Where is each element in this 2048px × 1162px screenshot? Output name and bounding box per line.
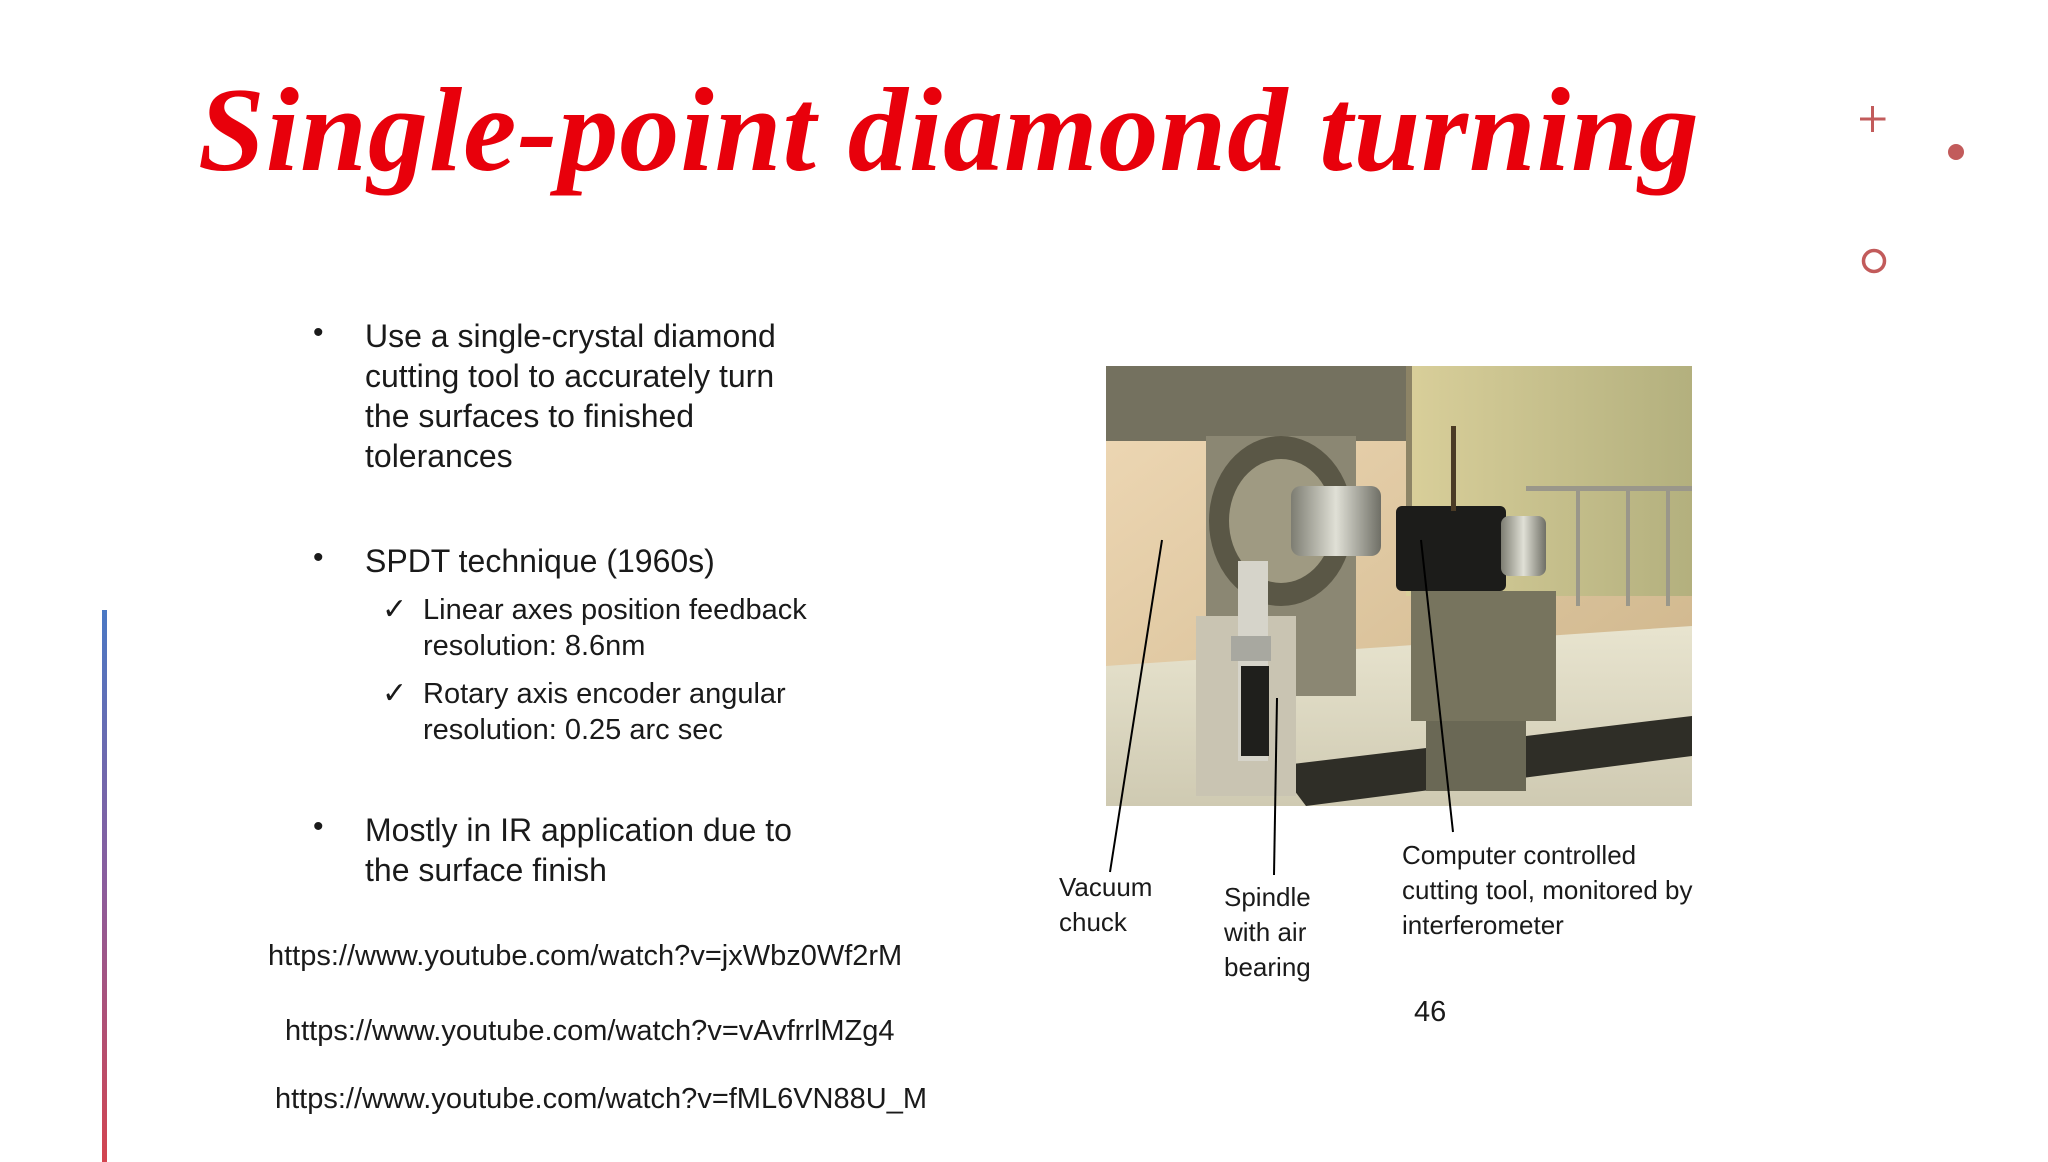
text-line: Computer controlled xyxy=(1402,840,1637,870)
text-line: Use a single-crystal diamond xyxy=(365,318,776,354)
youtube-link-2[interactable]: https://www.youtube.com/watch?v=vAvfrrlMZg4 xyxy=(285,1015,895,1047)
bullet-text xyxy=(365,316,776,476)
text-line: the surfaces to finished xyxy=(365,398,695,434)
check-icon: ✓ xyxy=(382,676,408,711)
text-line: Spindle xyxy=(1224,882,1311,912)
bullet-icon: • xyxy=(313,541,324,574)
decorative-shapes xyxy=(1860,90,1980,290)
sub-item-text xyxy=(423,676,786,748)
text-line: tolerances xyxy=(365,438,513,474)
text-line: chuck xyxy=(1059,907,1127,937)
text-line: Rotary axis encoder angular xyxy=(423,678,786,710)
plus-icon xyxy=(1860,106,1886,132)
text-line: with air xyxy=(1224,917,1307,947)
text-line: the surface finish xyxy=(365,852,607,888)
caption-vacuum-chuck xyxy=(1059,870,1152,940)
sub-item-text xyxy=(423,592,807,664)
caption-spindle xyxy=(1224,880,1311,985)
bullet-text xyxy=(365,810,792,890)
accent-line xyxy=(102,610,107,1162)
annotation-lines xyxy=(1100,520,1500,890)
text-line: cutting tool to accurately turn xyxy=(365,358,775,394)
text-line: resolution: 0.25 arc sec xyxy=(423,714,723,746)
text-line: Linear axes position feedback xyxy=(423,594,807,626)
text-line: Vacuum xyxy=(1059,872,1153,902)
youtube-link-1[interactable]: https://www.youtube.com/watch?v=jxWbz0Wf2rM xyxy=(268,940,903,972)
text-line: cutting tool, monitored by xyxy=(1402,875,1693,905)
dot-icon xyxy=(1948,144,1964,160)
page-number: 46 xyxy=(1414,996,1447,1028)
ring-icon xyxy=(1864,251,1885,272)
bullet-icon: • xyxy=(313,810,324,843)
bullet-text: SPDT technique (1960s) xyxy=(365,543,715,579)
text-line: Mostly in IR application due to xyxy=(365,812,792,848)
text-line: bearing xyxy=(1224,952,1311,982)
slide-title: Single-point diamond turning xyxy=(198,63,1700,196)
text-line: interferometer xyxy=(1402,910,1564,940)
caption-cutting-tool xyxy=(1402,838,1693,943)
check-icon: ✓ xyxy=(382,592,408,627)
text-line: resolution: 8.6nm xyxy=(423,630,646,662)
youtube-link-3[interactable]: https://www.youtube.com/watch?v=fML6VN88U_M xyxy=(275,1083,927,1115)
bullet-icon: • xyxy=(313,316,324,349)
